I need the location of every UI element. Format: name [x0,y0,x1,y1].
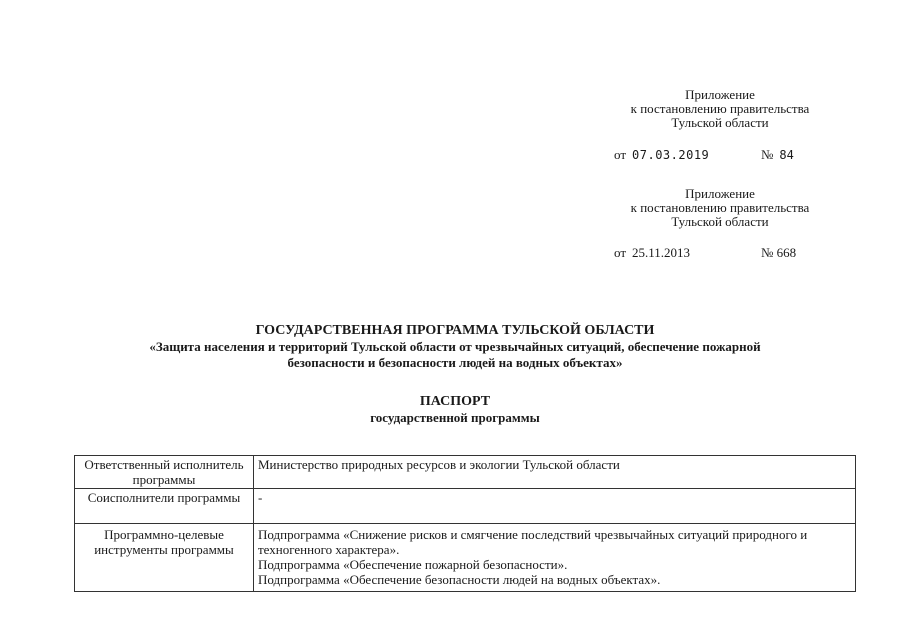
table-row [75,456,856,489]
decree-number: 668 [776,245,797,260]
table-row [75,524,856,592]
decree-number-group [761,147,794,163]
passport-subtitle: государственной программы [370,410,540,425]
appendix-heading: Приложение [685,186,755,201]
row-label: Ответственный исполнитель программы [75,456,254,489]
program-subtitle-line-2: безопасности и безопасности людей на водных объектах» [287,355,623,370]
number-sign: № [761,245,774,260]
date-prefix: от [614,245,627,260]
value-line: Подпрограмма «Снижение рисков и смягчение последствий чрезвычайных ситуаций природного и техногенного характера». [258,527,808,557]
appendix-region: Тульской области [671,214,769,229]
decree-date-line-2 [614,245,797,261]
value-line: Министерство природных ресурсов и экологии Тульской области [258,457,620,472]
appendix-region: Тульской области [671,115,769,130]
passport-table [74,455,856,592]
value-line: Подпрограмма «Обеспечение пожарной безопасности». [258,557,568,572]
appendix-block-2 [600,187,840,229]
row-value [254,524,856,592]
passport-heading [60,394,850,426]
program-title-block [60,323,850,371]
decree-number: 84 [779,148,794,162]
decree-date-line-1 [614,147,794,163]
decree-number-group [761,245,796,261]
passport-title: ПАСПОРТ [419,394,491,409]
appendix-decree-ref: к постановлению правительства [630,200,810,215]
decree-date: 07.03.2019 [632,148,710,162]
decree-date: 25.11.2013 [632,245,691,260]
date-prefix: от [614,147,627,162]
appendix-heading: Приложение [685,87,755,102]
value-line: - [258,490,263,505]
row-label: Соисполнители программы [75,489,254,524]
row-label: Программно-целевые инструменты программы [75,524,254,592]
program-subtitle-line-1: «Защита населения и территорий Тульской области от чрезвычайных ситуаций, обеспечение пожарной [149,339,761,354]
number-sign: № [761,147,774,162]
row-value [254,489,856,524]
appendix-block-1 [600,88,840,130]
program-title: ГОСУДАРСТВЕННАЯ ПРОГРАММА ТУЛЬСКОЙ ОБЛАСТИ [255,323,655,338]
row-value [254,456,856,489]
appendix-decree-ref: к постановлению правительства [630,101,810,116]
value-line: Подпрограмма «Обеспечение безопасности людей на водных объектах». [258,572,661,587]
table-row [75,489,856,524]
